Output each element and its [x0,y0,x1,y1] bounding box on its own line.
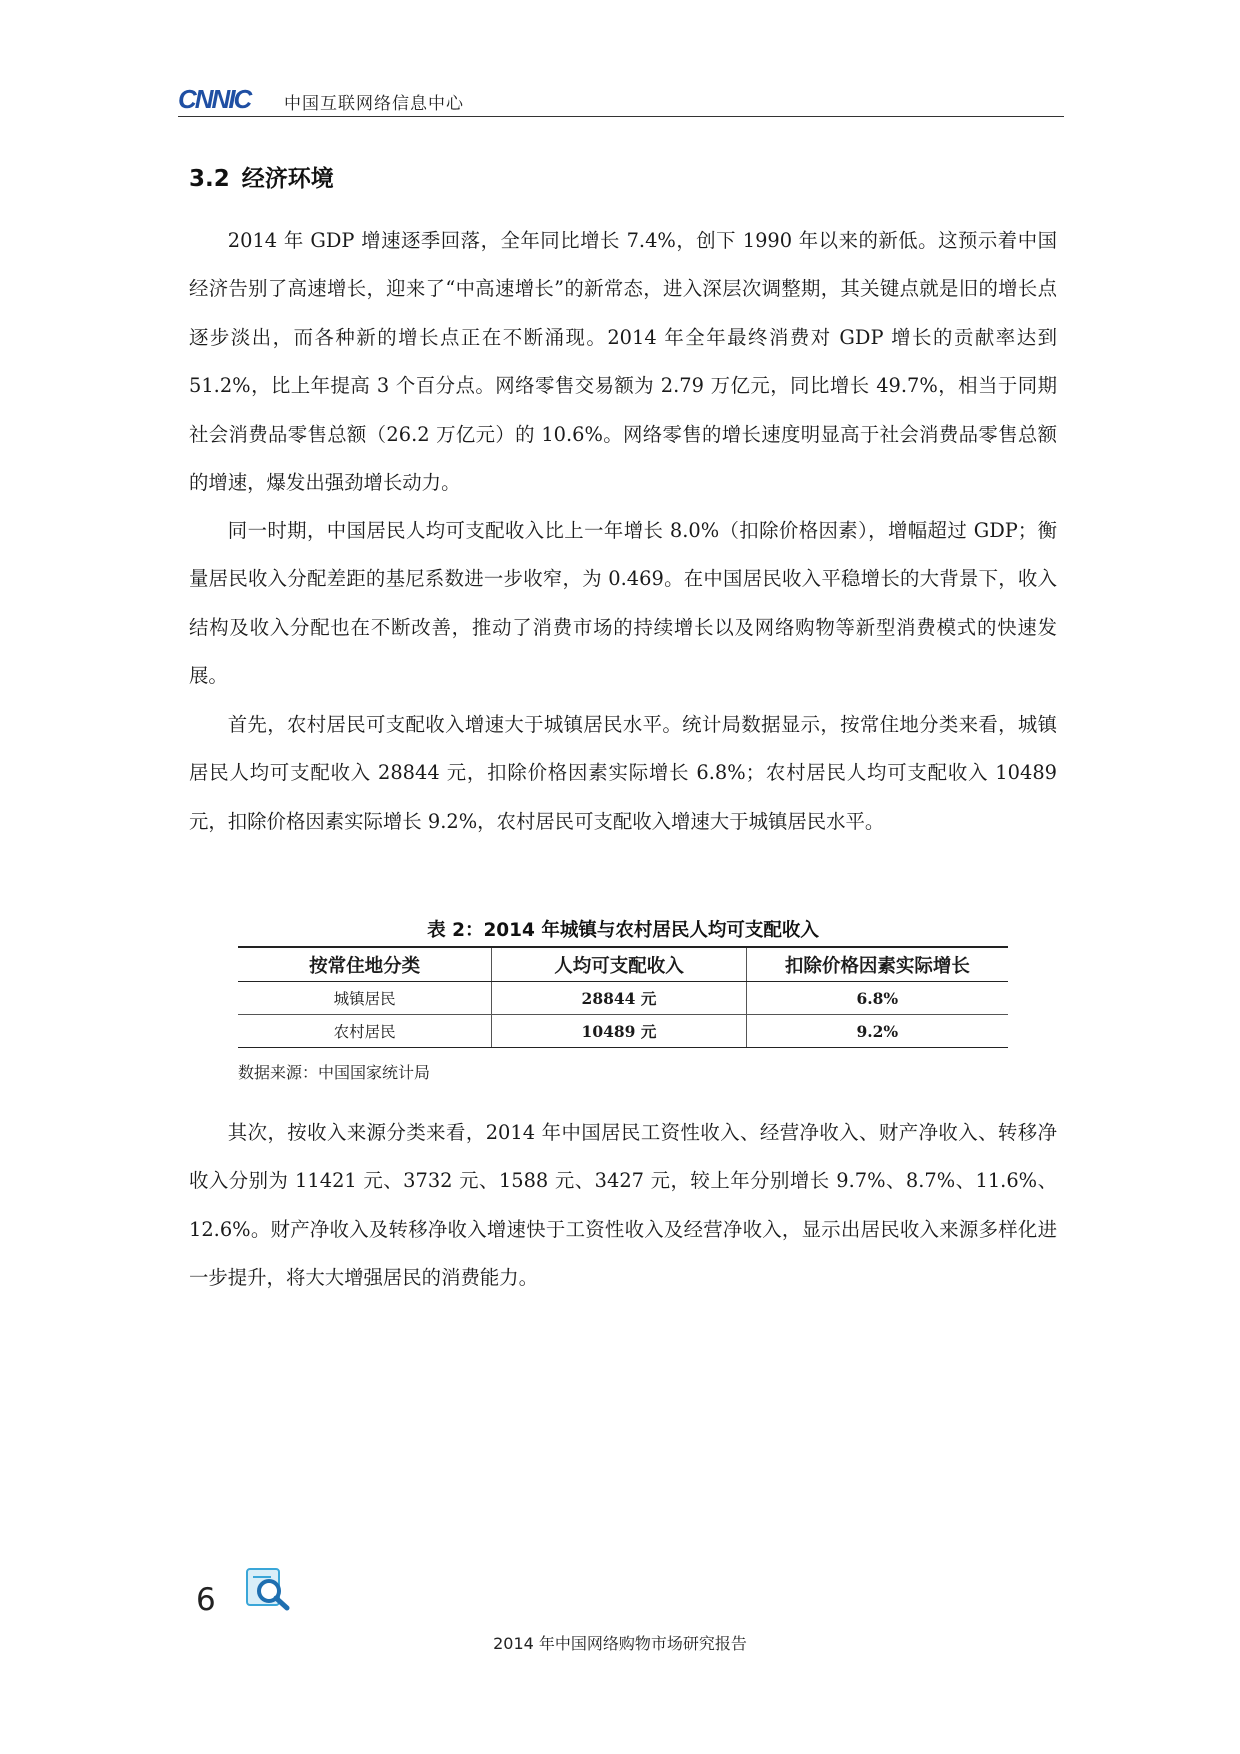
paragraph-rural-urban: 首先，农村居民可支配收入增速大于城镇居民水平。统计局数据显示，按常住地分类来看，城镇居民人均可支配收入 28844 元，扣除价格因素实际增长 6.8%；农村居民人均可支配收入 10489 元，扣除价格因素实际增长 9.2%，农村居民可支配收入增速大于城镇居民水平。 [189,713,1057,833]
table-cell: 6.8% [746,982,1008,1015]
table-cell: 城镇居民 [238,982,492,1015]
org-name: 中国互联网络信息中心 [284,94,464,114]
section-number: 3.2 [189,166,230,192]
income-table [238,946,1008,1048]
section-heading [189,160,334,193]
table-row [238,1015,1008,1048]
table-row [238,982,1008,1015]
table-cell: 农村居民 [238,1015,492,1048]
page-number: 6 [196,1582,216,1618]
table-header-cell: 扣除价格因素实际增长 [746,947,1008,982]
magnifier-report-icon [245,1567,291,1611]
cnnic-logo [178,86,274,112]
table-source: 数据来源：中国国家统计局 [238,1063,431,1082]
page-header [178,82,1064,117]
table-header-cell: 人均可支配收入 [492,947,746,982]
paragraph-gdp: 2014 年 GDP 增速逐季回落，全年同比增长 7.4%，创下 1990 年以来的新低。这预示着中国经济告别了高速增长，迎来了“中高速增长”的新常态，进入深层次调整期，其关键点就是旧的增长点逐步淡出，而各种新的增长点正在不断涌现。2014 年全年最终消费对 GDP 增长的贡献率达到 51.2%，比上年提高 3 个百分点。网络零售交易额为 2.79 万亿元，同比增长 49.7%，相当于同期社会消费品零售总额（26.2 万亿元）的 10.6%。网络零售的增长速度明显高于社会消费品零售总额的增速，爆发出强劲增长动力。 [189,229,1057,495]
table-header-cell: 按常住地分类 [238,947,492,982]
table-caption: 表 2：2014 年城镇与农村居民人均可支配收入 [427,920,819,941]
report-title: 2014 年中国网络购物市场研究报告 [493,1634,747,1653]
table-cell: 9.2% [746,1015,1008,1048]
table-cell: 10489 元 [492,1015,746,1048]
section-title: 经济环境 [241,166,334,192]
svg-text:CNNIC: CNNIC [178,86,251,112]
paragraph-income: 同一时期，中国居民人均可支配收入比上一年增长 8.0%（扣除价格因素），增幅超过 GDP；衡量居民收入分配差距的基尼系数进一步收窄，为 0.469。在中国居民收入平稳增长的大背景下，收入结构及收入分配也在不断改善，推动了消费市场的持续增长以及网络购物等新型消费模式的快速发展。 [189,519,1057,688]
paragraph-income-sources: 其次，按收入来源分类来看，2014 年中国居民工资性收入、经营净收入、财产净收入、转移净收入分别为 11421 元、3732 元、1588 元、3427 元，较上年分别增长 9.7%、8.7%、11.6%、12.6%。财产净收入及转移净收入增速快于工资性收入及经营净收入，显示出居民收入来源多样化进一步提升，将大大增强居民的消费能力。 [189,1121,1057,1290]
table-header-row [238,947,1008,982]
table-cell: 28844 元 [492,982,746,1015]
